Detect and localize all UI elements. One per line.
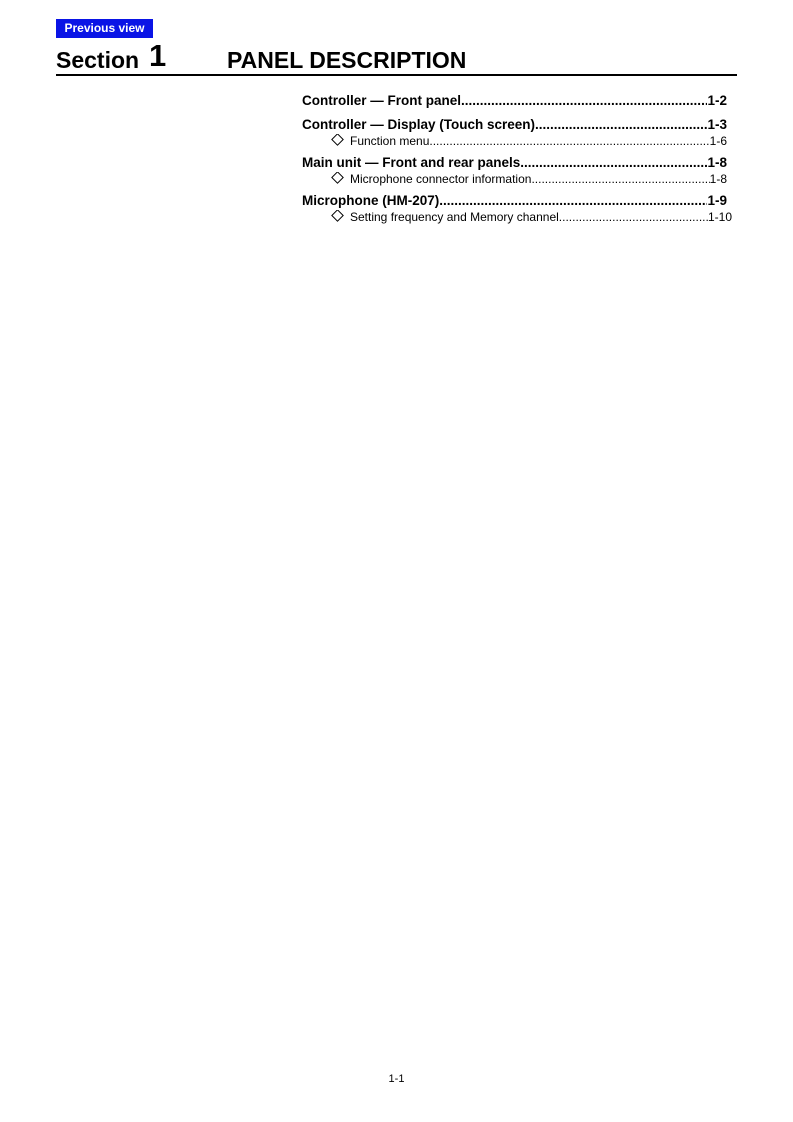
diamond-icon (331, 172, 344, 184)
dot-leader (535, 116, 707, 134)
dot-leader (520, 154, 707, 172)
toc-entry-main-unit-panels[interactable] (302, 154, 727, 172)
toc-subentry-page: 1-6 (709, 134, 727, 148)
toc-subentry-function-menu[interactable] (302, 134, 727, 149)
dot-leader (531, 172, 709, 187)
toc-entry-page: 1-9 (707, 193, 727, 208)
diamond-icon (331, 134, 344, 146)
heading-divider (56, 74, 737, 76)
toc-subentry-page: 1-8 (709, 172, 727, 186)
toc-entry-label: Microphone (HM-207) (302, 193, 440, 208)
dot-leader (429, 134, 709, 149)
section-heading (56, 40, 737, 74)
toc-entry-controller-front-panel[interactable] (302, 92, 727, 110)
section-number: 1 (149, 38, 167, 73)
toc-entry-page: 1-8 (707, 155, 727, 170)
toc-subentry-setting-frequency[interactable] (302, 210, 732, 225)
toc-entry-controller-display[interactable] (302, 116, 727, 134)
dot-leader (559, 210, 708, 225)
toc-subentry-label: Microphone connector information (350, 172, 532, 186)
toc-entry-page: 1-2 (707, 93, 727, 108)
dot-leader (439, 192, 707, 210)
toc-entry-label: Main unit — Front and rear panels (302, 155, 521, 170)
page-number: 1-1 (388, 1073, 405, 1085)
toc-subentry-page: 1-10 (707, 210, 732, 224)
toc-entry-microphone[interactable] (302, 192, 727, 210)
page-title: PANEL DESCRIPTION (227, 47, 467, 73)
toc-subentry-microphone-connector[interactable] (302, 172, 727, 187)
toc-entry-label: Controller — Display (Touch screen) (302, 117, 536, 132)
toc-entry-page: 1-3 (707, 117, 727, 132)
table-of-contents (302, 92, 734, 225)
toc-subentry-label: Setting frequency and Memory channel (350, 210, 559, 224)
dot-leader (461, 92, 707, 110)
toc-subentry-label: Function menu (350, 134, 430, 148)
toc-entry-label: Controller — Front panel (302, 93, 462, 108)
diamond-icon (331, 210, 344, 222)
section-label: Section (56, 47, 140, 73)
previous-view-button[interactable]: Previous view (56, 19, 153, 38)
